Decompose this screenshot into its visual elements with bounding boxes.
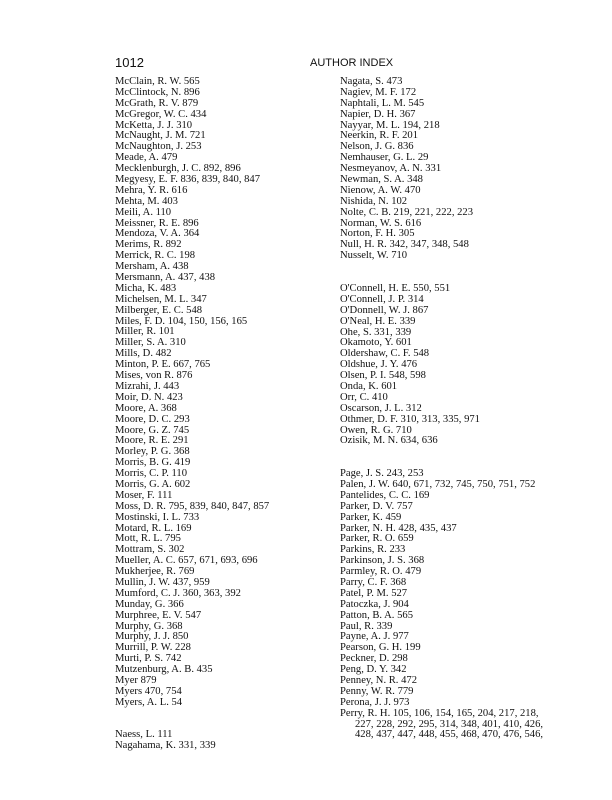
index-entry: Okamoto, Y. 601: [340, 337, 412, 349]
index-entry: Mehra, Y. R. 616: [115, 184, 188, 196]
index-entry: Parker, N. H. 428, 435, 437: [340, 522, 457, 534]
index-entry: Othmer, D. F. 310, 313, 335, 971: [340, 413, 480, 425]
letter-group-gap: [340, 447, 550, 469]
index-entry: Merrick, R. C. 198: [115, 250, 196, 262]
index-entry: Patel, P. M. 527: [340, 587, 408, 599]
index-entry: Murphy, J. J. 850: [115, 631, 189, 643]
index-entry: Payne, A. J. 977: [340, 631, 409, 643]
index-entry: Nesmeyanov, A. N. 331: [340, 163, 442, 175]
page-number: 1012: [115, 55, 144, 70]
index-entry: Patoczka, J. 904: [340, 598, 409, 610]
index-entry: Mutzenburg, A. B. 435: [115, 664, 213, 676]
index-entry: O'Donnell, W. J. 867: [340, 304, 429, 316]
index-entry: Perry, R. H. 105, 106, 154, 165, 204, 217, 218,: [340, 707, 539, 719]
index-entry: Moore, R. E. 291: [115, 435, 189, 447]
index-entry: Miles, F. D. 104, 150, 156, 165: [115, 315, 248, 327]
index-entry: Morris, B. G. 419: [115, 457, 191, 469]
index-entry: Null, H. R. 342, 347, 348, 548: [340, 239, 469, 251]
index-entry: Myer 879: [115, 674, 157, 686]
index-entry: Penny, W. R. 779: [340, 685, 414, 697]
index-entry: Myers, A. L. 54: [115, 696, 183, 708]
index-entry: 428, 437, 447, 448, 455, 468, 470, 476, 546,: [355, 729, 544, 741]
index-entry: Myers 470, 754: [115, 685, 182, 697]
index-entry: Mullin, J. W. 437, 959: [115, 576, 210, 588]
index-entry: Ohe, S. 331, 339: [340, 326, 412, 338]
index-entry: Mukherjee, R. 769: [115, 566, 195, 578]
index-entry: Murphy, G. 368: [115, 620, 183, 632]
index-entry: Micha, K. 483: [115, 282, 177, 294]
index-entry: Michelsen, M. L. 347: [115, 293, 207, 305]
index-entry: Mostinski, I. L. 733: [115, 511, 200, 523]
index-entry: Newman, S. A. 348: [340, 174, 423, 186]
index-entry: Meade, A. 479: [115, 152, 178, 164]
index-entry: O'Connell, J. P. 314: [340, 293, 424, 305]
index-entry: Meili, A. 110: [115, 206, 172, 218]
letter-group-gap: [115, 709, 330, 731]
index-entry: Nusselt, W. 710: [340, 250, 408, 262]
index-entry: Paul, R. 339: [340, 620, 393, 632]
index-entry: Nienow, A. W. 470: [340, 184, 421, 196]
index-entry: Peckner, D. 298: [340, 653, 408, 665]
index-entry: Mumford, C. J. 360, 363, 392: [115, 587, 241, 599]
index-entry: Mills, D. 482: [115, 348, 172, 360]
index-entry: McNaught, J. M. 721: [115, 130, 206, 142]
index-entry: Patton, B. A. 565: [340, 609, 413, 621]
index-entry: Nishida, N. 102: [340, 195, 408, 207]
index-entry: Nagahama, K. 331, 339: [115, 740, 216, 752]
index-entry: Moore, G. Z. 745: [115, 424, 190, 436]
index-entry: Mecklenburgh, J. C. 892, 896: [115, 163, 241, 175]
left-column: [115, 77, 330, 752]
index-entry: O'Neal, H. E. 339: [340, 315, 416, 327]
index-entry: Minton, P. E. 667, 765: [115, 359, 211, 371]
index-entry: Owen, R. G. 710: [340, 424, 412, 436]
index-entry: Parkins, R. 233: [340, 544, 406, 556]
index-entry: Mueller, A. C. 657, 671, 693, 696: [115, 555, 258, 567]
index-entry: Norton, F. H. 305: [340, 228, 415, 240]
index-entry: Nemhauser, G. L. 29: [340, 152, 429, 164]
index-entry: McGregor, W. C. 434: [115, 108, 207, 120]
index-entry: Nagata, S. 473: [340, 76, 403, 87]
index-entry: Perona, J. J. 973: [340, 696, 410, 708]
index-entry: Olsen, P. I. 548, 598: [340, 370, 426, 382]
index-entry: Mott, R. L. 795: [115, 533, 181, 545]
index-entry: Page, J. S. 243, 253: [340, 468, 424, 480]
index-entry: Peng, D. Y. 342: [340, 664, 407, 676]
index-entry: McClain, R. W. 565: [115, 76, 200, 87]
index-entry: McClintock, N. 896: [115, 86, 200, 98]
index-entry: Pantelides, C. C. 169: [340, 489, 430, 501]
index-entry: McGrath, R. V. 879: [115, 97, 199, 109]
index-entry: Parker, R. O. 659: [340, 533, 414, 545]
index-entry: O'Connell, H. E. 550, 551: [340, 282, 451, 294]
index-entry: Parker, D. V. 757: [340, 500, 413, 512]
index-entry: Mendoza, V. A. 364: [115, 228, 200, 240]
index-entry: Napier, D. H. 367: [340, 108, 416, 120]
index-entry: Moore, D. C. 293: [115, 413, 190, 425]
index-entry: Pearson, G. H. 199: [340, 642, 421, 654]
index-entry: Murphree, E. V. 547: [115, 609, 202, 621]
index-entry: Murti, P. S. 742: [115, 653, 182, 665]
index-entry: Oscarson, J. L. 312: [340, 402, 422, 414]
index-entry: Nayyar, M. L. 194, 218: [340, 119, 440, 131]
index-entry: Onda, K. 601: [340, 380, 398, 392]
index-entry: Mises, von R. 876: [115, 370, 193, 382]
index-entry: Nolte, C. B. 219, 221, 222, 223: [340, 206, 474, 218]
index-entry: Moser, F. 111: [115, 489, 173, 501]
index-entry: Megyesy, E. F. 836, 839, 840, 847: [115, 174, 261, 186]
letter-group-gap: [340, 262, 550, 284]
index-entry: Moir, D. N. 423: [115, 391, 183, 403]
index-entry: Murrill, P. W. 228: [115, 642, 191, 654]
index-entry: Oldershaw, C. F. 548: [340, 348, 430, 360]
index-entry: Morris, C. P. 110: [115, 468, 188, 480]
index-entry: McNaughton, J. 253: [115, 141, 202, 153]
index-entry: Mottram, S. 302: [115, 544, 185, 556]
index-entry: Munday, G. 366: [115, 598, 184, 610]
running-head: AUTHOR INDEX: [310, 57, 394, 69]
index-entry: Mersham, A. 438: [115, 261, 189, 273]
index-entry: Meissner, R. E. 896: [115, 217, 199, 229]
index-entry: Parmley, R. O. 479: [340, 566, 422, 578]
index-entry: Milberger, E. C. 548: [115, 304, 203, 316]
index-entry: Moore, A. 368: [115, 402, 177, 414]
index-entry: Neerkin, R. F. 201: [340, 130, 419, 142]
index-entry: Parker, K. 459: [340, 511, 402, 523]
index-entry: Naess, L. 111: [115, 729, 173, 741]
index-entry: 227, 228, 292, 295, 314, 348, 401, 410, 426,: [355, 718, 544, 730]
index-entry: Mehta, M. 403: [115, 195, 178, 207]
index-entry: Ozisik, M. N. 634, 636: [340, 435, 438, 447]
index-entry: Mersmann, A. 437, 438: [115, 272, 216, 284]
index-entry: Nagiev, M. F. 172: [340, 86, 417, 98]
index-entry: Miller, R. 101: [115, 326, 175, 338]
index-entry: Miller, S. A. 310: [115, 337, 186, 349]
index-entry: Merims, R. 892: [115, 239, 182, 251]
index-entry: Moss, D. R. 795, 839, 840, 847, 857: [115, 500, 270, 512]
index-entry: Parry, C. F. 368: [340, 577, 407, 588]
index-entry: Motard, R. L. 169: [115, 522, 192, 534]
index-entry: Naphtali, L. M. 545: [340, 97, 425, 109]
index-entry: Orr, C. 410: [340, 391, 388, 403]
right-column: [340, 77, 550, 741]
index-entry: Palen, J. W. 640, 671, 732, 745, 750, 751, 752: [340, 478, 536, 490]
index-entry: Mizrahi, J. 443: [115, 380, 180, 392]
index-entry: Nelson, J. G. 836: [340, 141, 414, 153]
index-entry: Norman, W. S. 616: [340, 217, 422, 229]
index-entry: McKetta, J. J. 310: [115, 119, 193, 131]
index-entry: Oldshue, J. Y. 476: [340, 359, 418, 371]
index-entry: Penney, N. R. 472: [340, 675, 417, 687]
index-entry: Morris, G. A. 602: [115, 478, 191, 490]
index-entry: Parkinson, J. S. 368: [340, 555, 425, 567]
index-entry: Morley, P. G. 368: [115, 446, 190, 458]
